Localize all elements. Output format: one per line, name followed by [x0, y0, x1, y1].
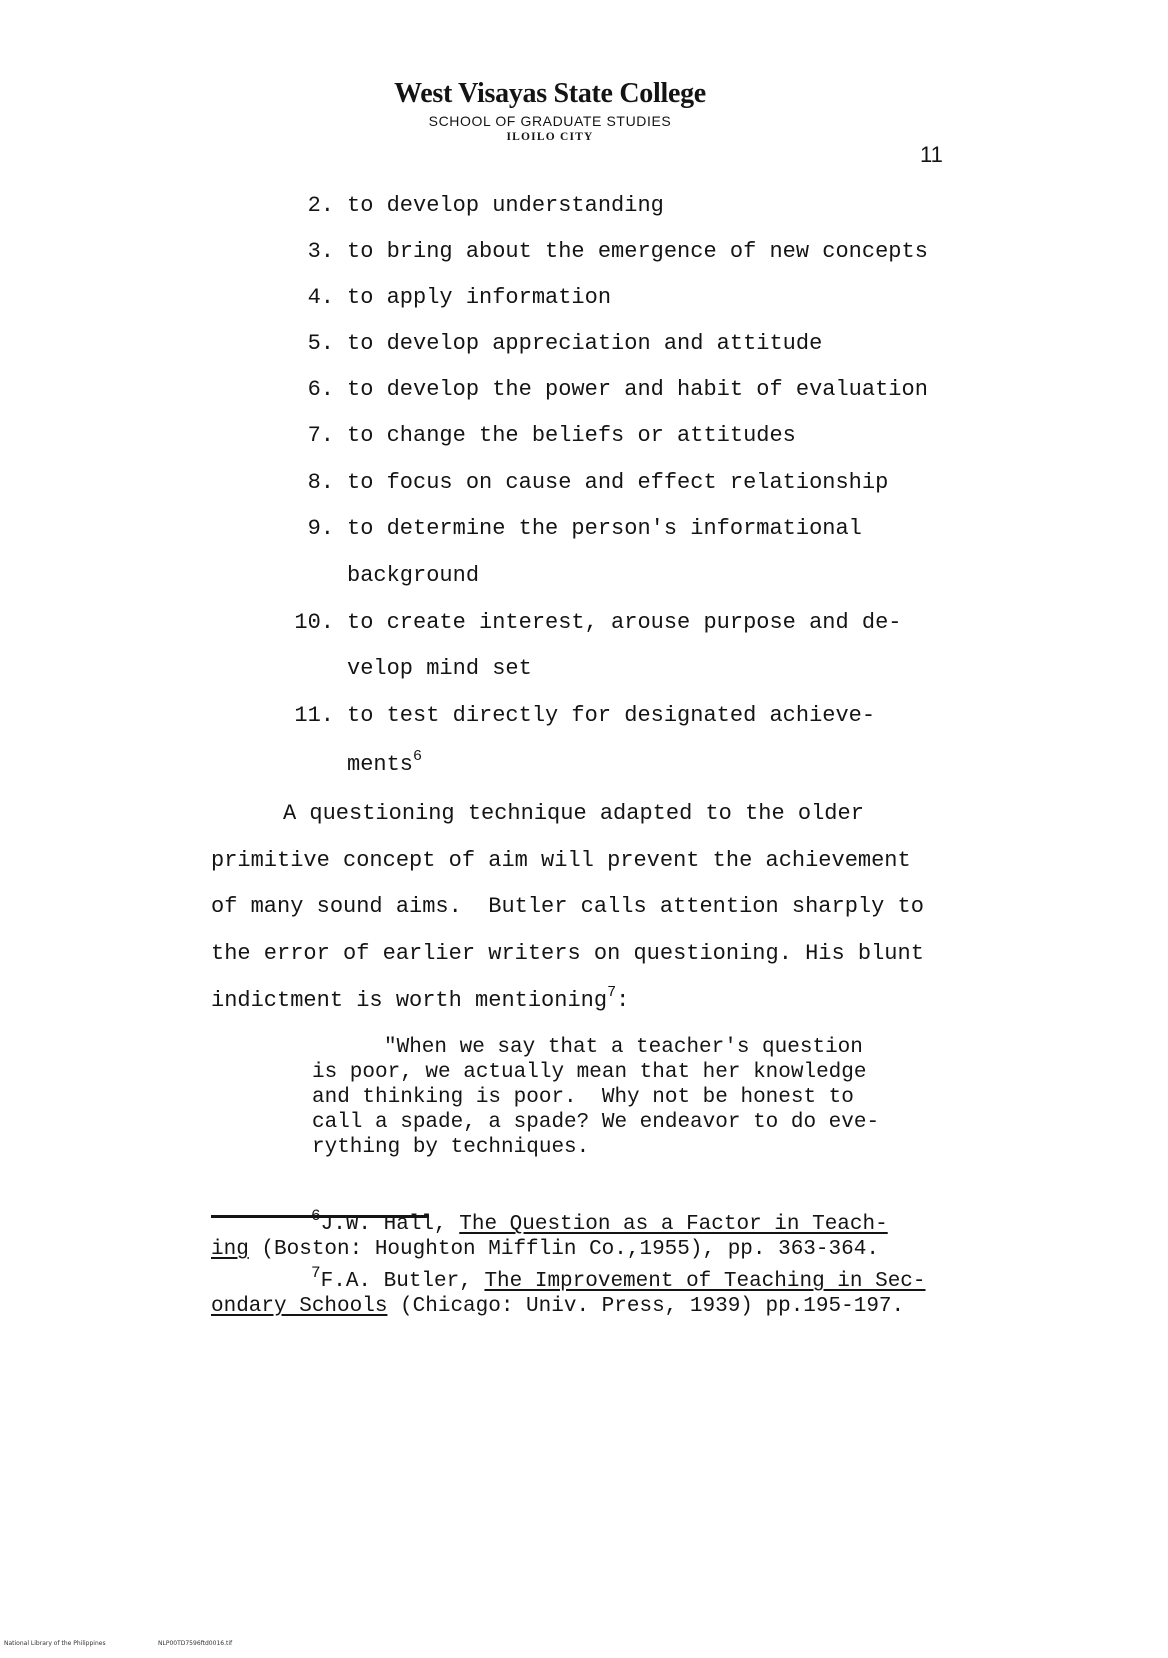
list-item-text: to apply information	[347, 285, 612, 310]
list-item-number: 4.	[307, 285, 334, 310]
footnote-6-line1	[311, 1207, 888, 1237]
scan-credit-file: NLP00TD7596ftd0016.tif	[158, 1640, 233, 1647]
footnote-reference: 6	[413, 748, 423, 765]
footnote-7-line1	[311, 1264, 926, 1294]
list-item-text: to bring about the emergence of new concepts	[347, 239, 928, 264]
list-item-number: 8.	[307, 470, 334, 495]
list-item-text: to determine the person's informational	[347, 516, 862, 541]
list-item-text: to create interest, arouse purpose and de-	[347, 610, 902, 635]
list-item-text: to change the beliefs or attitudes	[347, 423, 796, 448]
paragraph-line: A questioning technique adapted to the older	[283, 801, 864, 826]
quote-line: "When we say that a teacher's question	[384, 1036, 863, 1059]
scan-credit-library: National Library of the Philippines	[4, 1640, 106, 1647]
quote-line: is poor, we actually mean that her knowledge	[312, 1061, 867, 1084]
list-item-text: to develop understanding	[347, 193, 664, 218]
footnote-6-line2	[211, 1238, 879, 1262]
footnote-title: ing	[211, 1238, 249, 1261]
footnote-author: F.A. Butler,	[320, 1270, 485, 1293]
list-item-number: 3.	[307, 239, 334, 264]
paragraph-line: of many sound aims. Butler calls attention sharply to	[211, 894, 924, 919]
footnote-publication: (Chicago: Univ. Press, 1939) pp.195-197.	[387, 1295, 905, 1318]
list-item-text-continued	[347, 748, 423, 778]
college-name: West Visayas State College	[394, 78, 706, 109]
footnote-publication: (Boston: Houghton Mifflin Co.,1955), pp. 363-364.	[248, 1238, 879, 1261]
list-item-number: 2.	[307, 193, 334, 218]
list-item-text: to develop appreciation and attitude	[347, 331, 823, 356]
list-item-text-end: ments	[347, 752, 414, 777]
paragraph-line	[211, 984, 630, 1014]
footnote-reference: 7	[607, 984, 617, 1001]
list-item-text-continued: background	[347, 563, 480, 588]
list-item-text: to test directly for designated achieve-	[347, 703, 876, 728]
footnote-author: J.W. Hall,	[320, 1213, 460, 1236]
paragraph-line-text: indictment is worth mentioning	[211, 988, 608, 1013]
list-item-text-continued: velop mind set	[347, 656, 532, 681]
letterhead	[340, 78, 760, 144]
school-name: SCHOOL OF GRADUATE STUDIES	[428, 113, 672, 129]
quote-line: rything by techniques.	[312, 1136, 590, 1159]
footnote-title: The Question as a Factor in Teach-	[459, 1213, 888, 1236]
page-number: 11	[920, 142, 943, 167]
list-item-number: 7.	[307, 423, 334, 448]
list-item-number: 11.	[294, 703, 334, 728]
paragraph-line: the error of earlier writers on questioning. His blunt	[211, 941, 924, 966]
list-item-number: 10.	[294, 610, 334, 635]
footnote-marker: 6	[311, 1207, 321, 1225]
paragraph-line: primitive concept of aim will prevent the achievement	[211, 848, 911, 873]
footnote-title: The Improvement of Teaching in Sec-	[484, 1270, 926, 1293]
quote-line: and thinking is poor. Why not be honest to	[312, 1086, 854, 1109]
list-item-number: 5.	[307, 331, 334, 356]
list-item-number: 9.	[307, 516, 334, 541]
footnote-title: ondary Schools	[211, 1295, 388, 1318]
list-item-text: to develop the power and habit of evaluation	[347, 377, 928, 402]
list-item-text: to focus on cause and effect relationship	[347, 470, 889, 495]
list-item-number: 6.	[307, 377, 334, 402]
quote-line: call a spade, a spade? We endeavor to do eve-	[312, 1111, 880, 1134]
city-name: ILOILO CITY	[506, 131, 594, 143]
footnote-7-line2	[211, 1295, 904, 1319]
paragraph-trailing: :	[616, 988, 630, 1013]
footnote-marker: 7	[311, 1264, 321, 1282]
